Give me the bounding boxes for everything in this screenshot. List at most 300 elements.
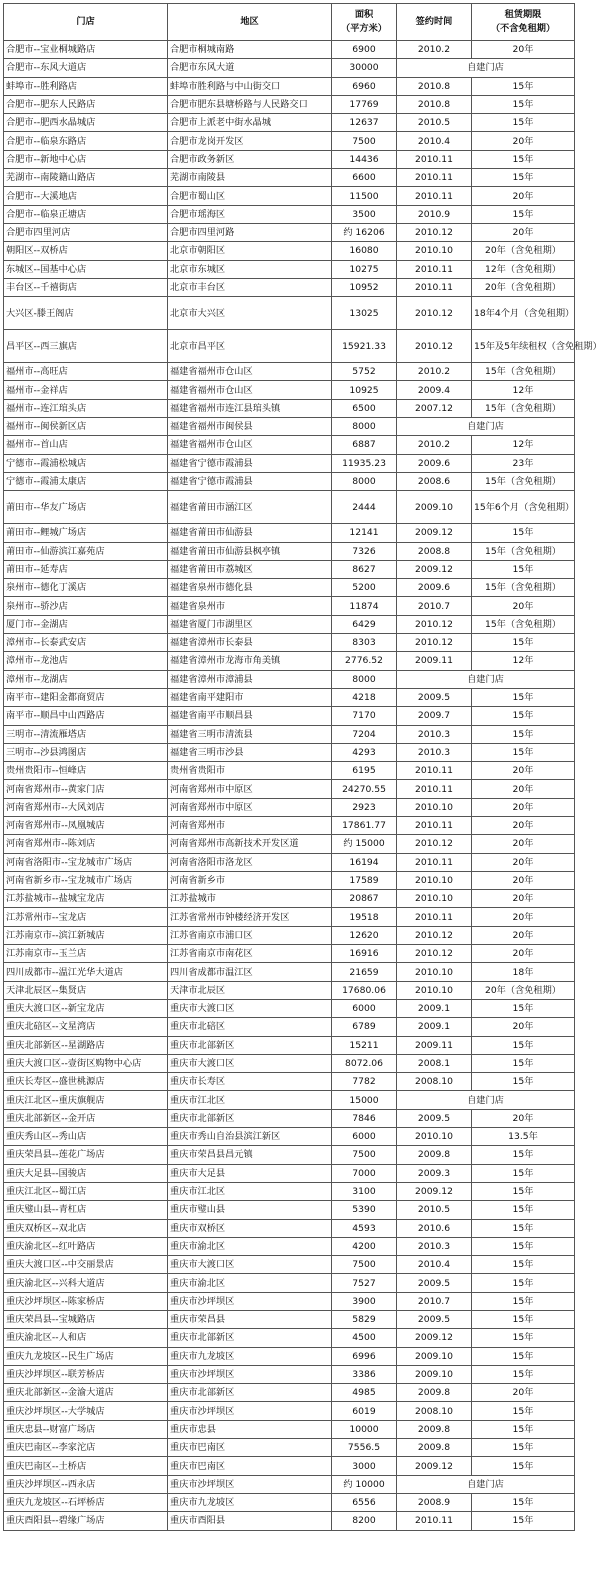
cell-store: 重庆九龙坡区--石坪桥店 — [4, 1493, 168, 1511]
cell-sign-date: 2010.9 — [397, 205, 472, 223]
cell-store: 莆田市--鲤城广场店 — [4, 524, 168, 542]
cell-region: 福建省南平市顺昌县 — [168, 707, 332, 725]
cell-lease-term: 15年 — [472, 169, 575, 187]
table-row — [4, 41, 575, 59]
cell-sign-date: 2010.11 — [397, 762, 472, 780]
cell-area: 5390 — [332, 1201, 397, 1219]
cell-area: 11874 — [332, 597, 397, 615]
cell-sign-date: 2010.5 — [397, 1201, 472, 1219]
cell-region: 重庆市北部新区 — [168, 1329, 332, 1347]
cell-area: 8303 — [332, 634, 397, 652]
cell-store: 江苏南京市--滨江新城店 — [4, 926, 168, 944]
cell-store: 宁德市--霞浦太康店 — [4, 472, 168, 490]
cell-store: 三明市--清流雁塔店 — [4, 725, 168, 743]
cell-area: 3100 — [332, 1182, 397, 1200]
cell-region: 重庆市酉阳县 — [168, 1512, 332, 1530]
cell-region: 福建省南平建阳市 — [168, 688, 332, 706]
cell-store: 重庆荣昌县--宝城路店 — [4, 1311, 168, 1329]
cell-sign-date: 2008.1 — [397, 1054, 472, 1072]
cell-region: 四川省成都市温江区 — [168, 963, 332, 981]
cell-lease-term: 15年 — [472, 1036, 575, 1054]
cell-region: 重庆市大渡口区 — [168, 1256, 332, 1274]
cell-region: 北京市丰台区 — [168, 278, 332, 296]
cell-lease-term: 15年（含免租期） — [472, 363, 575, 381]
cell-store: 重庆忠县--财富广场店 — [4, 1420, 168, 1438]
cell-area: 17680.06 — [332, 981, 397, 999]
table-row — [4, 1054, 575, 1072]
cell-store: 合肥市--临泉东路店 — [4, 132, 168, 150]
cell-store: 合肥市--临泉正塘店 — [4, 205, 168, 223]
cell-lease-term: 15年 — [472, 1073, 575, 1091]
cell-store: 重庆沙坪坝区--联芳桥店 — [4, 1365, 168, 1383]
cell-store: 河南省郑州市--凤凰城店 — [4, 816, 168, 834]
table-row — [4, 363, 575, 381]
cell-area: 8072.06 — [332, 1054, 397, 1072]
cell-lease-term: 15年 — [472, 114, 575, 132]
cell-store: 合肥市--肥西水晶城店 — [4, 114, 168, 132]
cell-store: 四川成都市--温江光华大道店 — [4, 963, 168, 981]
table-row — [4, 1402, 575, 1420]
cell-store: 河南省郑州市--陈刘店 — [4, 835, 168, 853]
table-row — [4, 1347, 575, 1365]
cell-sign-date: 2010.2 — [397, 41, 472, 59]
cell-area: 15211 — [332, 1036, 397, 1054]
cell-area: 5829 — [332, 1311, 397, 1329]
cell-store: 重庆北部新区--金渝大道店 — [4, 1384, 168, 1402]
table-row — [4, 871, 575, 889]
cell-lease-term: 15年 — [472, 1329, 575, 1347]
cell-region: 河南省新乡市 — [168, 871, 332, 889]
table-row — [4, 1512, 575, 1530]
cell-region: 福建省莆田市仙游县 — [168, 524, 332, 542]
table-row — [4, 187, 575, 205]
cell-sign-date: 2009.6 — [397, 454, 472, 472]
cell-region: 重庆市秀山自治县滨江新区 — [168, 1128, 332, 1146]
cell-area: 6195 — [332, 762, 397, 780]
cell-store: 朝阳区--双桥店 — [4, 242, 168, 260]
cell-store: 重庆北部新区--星湖路店 — [4, 1036, 168, 1054]
table-row — [4, 597, 575, 615]
cell-region: 芜湖市南陵县 — [168, 169, 332, 187]
cell-store: 重庆大渡口区--壹街区购物中心店 — [4, 1054, 168, 1072]
cell-sign-date: 2010.7 — [397, 597, 472, 615]
cell-region: 重庆市北部新区 — [168, 1036, 332, 1054]
cell-region: 重庆市荣昌县昌元镇 — [168, 1146, 332, 1164]
table-row — [4, 436, 575, 454]
cell-area: 5752 — [332, 363, 397, 381]
cell-region: 重庆市荣昌县 — [168, 1311, 332, 1329]
cell-area: 16080 — [332, 242, 397, 260]
cell-sign-date: 2009.12 — [397, 1329, 472, 1347]
cell-lease-term: 15年 — [472, 1201, 575, 1219]
cell-area: 7500 — [332, 1256, 397, 1274]
table-row — [4, 1201, 575, 1219]
cell-area: 17861.77 — [332, 816, 397, 834]
cell-lease-term: 12年 — [472, 652, 575, 670]
cell-self-built: 自建门店 — [397, 1091, 575, 1109]
table-row — [4, 926, 575, 944]
cell-store: 三明市--沙县鸿图店 — [4, 743, 168, 761]
table-row — [4, 1109, 575, 1127]
cell-region: 福建省漳州市漳浦县 — [168, 670, 332, 688]
cell-store: 重庆双桥区--双北店 — [4, 1219, 168, 1237]
cell-area: 6600 — [332, 169, 397, 187]
cell-region: 贵州省贵阳市 — [168, 762, 332, 780]
cell-region: 福建省福州市仓山区 — [168, 381, 332, 399]
cell-lease-term: 15年 — [472, 205, 575, 223]
cell-sign-date: 2010.3 — [397, 725, 472, 743]
cell-sign-date: 2009.1 — [397, 999, 472, 1017]
cell-sign-date: 2010.2 — [397, 363, 472, 381]
cell-region: 合肥市东风大道 — [168, 59, 332, 77]
cell-lease-term: 15年（含免租期） — [472, 399, 575, 417]
cell-area: 7527 — [332, 1274, 397, 1292]
cell-region: 合肥市蜀山区 — [168, 187, 332, 205]
cell-region: 重庆市江北区 — [168, 1091, 332, 1109]
table-row — [4, 1475, 575, 1493]
cell-sign-date: 2010.4 — [397, 132, 472, 150]
table-row — [4, 780, 575, 798]
cell-lease-term: 15年 — [472, 1420, 575, 1438]
cell-store: 福州市--闽侯新区店 — [4, 418, 168, 436]
cell-area: 3000 — [332, 1457, 397, 1475]
cell-sign-date: 2009.12 — [397, 1182, 472, 1200]
cell-region: 福建省漳州市长泰县 — [168, 634, 332, 652]
cell-area: 5200 — [332, 579, 397, 597]
table-row — [4, 762, 575, 780]
cell-region: 重庆市北部新区 — [168, 1109, 332, 1127]
cell-lease-term: 20年 — [472, 187, 575, 205]
cell-store: 福州市--连江琯头店 — [4, 399, 168, 417]
cell-sign-date: 2010.3 — [397, 743, 472, 761]
cell-region: 重庆市大足县 — [168, 1164, 332, 1182]
cell-store: 天津北辰区--集贤店 — [4, 981, 168, 999]
cell-lease-term: 20年（含免租期） — [472, 981, 575, 999]
cell-store: 河南省洛阳市--宝龙城市广场店 — [4, 853, 168, 871]
cell-sign-date: 2008.9 — [397, 1493, 472, 1511]
header-area: 面积 （平方米） — [332, 4, 397, 41]
cell-area: 21659 — [332, 963, 397, 981]
table-row — [4, 1365, 575, 1383]
table-row — [4, 1073, 575, 1091]
cell-lease-term: 15年（含免租期） — [472, 579, 575, 597]
cell-sign-date: 2009.4 — [397, 381, 472, 399]
table-row — [4, 707, 575, 725]
cell-lease-term: 15年 — [472, 1365, 575, 1383]
cell-store: 重庆江北区--重庆旗舰店 — [4, 1091, 168, 1109]
cell-region: 重庆市九龙坡区 — [168, 1347, 332, 1365]
cell-sign-date: 2010.11 — [397, 853, 472, 871]
cell-area: 6000 — [332, 999, 397, 1017]
table-row — [4, 59, 575, 77]
cell-lease-term: 12年 — [472, 381, 575, 399]
cell-region: 福建省泉州市德化县 — [168, 579, 332, 597]
cell-sign-date: 2009.8 — [397, 1439, 472, 1457]
table-row — [4, 150, 575, 168]
cell-store: 河南省郑州市--大风刘店 — [4, 798, 168, 816]
table-row — [4, 1182, 575, 1200]
cell-lease-term: 15年 — [472, 1182, 575, 1200]
table-row — [4, 114, 575, 132]
cell-lease-term: 20年 — [472, 853, 575, 871]
cell-lease-term: 15年 — [472, 1237, 575, 1255]
cell-area: 6556 — [332, 1493, 397, 1511]
cell-store: 福州市--高旺店 — [4, 363, 168, 381]
cell-lease-term: 20年 — [472, 890, 575, 908]
cell-sign-date: 2010.10 — [397, 871, 472, 889]
cell-sign-date: 2010.7 — [397, 1292, 472, 1310]
cell-area: 13025 — [332, 297, 397, 330]
cell-region: 河南省洛阳市洛龙区 — [168, 853, 332, 871]
cell-region: 福建省宁德市霞浦县 — [168, 472, 332, 490]
cell-store: 丰台区--千禧街店 — [4, 278, 168, 296]
table-row — [4, 853, 575, 871]
cell-lease-term: 18年4个月（含免租期） — [472, 297, 575, 330]
cell-sign-date: 2010.4 — [397, 1256, 472, 1274]
cell-region: 江苏省南京市南花区 — [168, 945, 332, 963]
cell-store: 合肥市--大溪地店 — [4, 187, 168, 205]
cell-lease-term: 15年 — [472, 1256, 575, 1274]
cell-store: 重庆大渡口区--新宝龙店 — [4, 999, 168, 1017]
cell-region: 重庆市九龙坡区 — [168, 1493, 332, 1511]
cell-lease-term: 15年 — [472, 1402, 575, 1420]
cell-area: 7782 — [332, 1073, 397, 1091]
cell-lease-term: 13.5年 — [472, 1128, 575, 1146]
cell-area: 7000 — [332, 1164, 397, 1182]
cell-region: 天津市北辰区 — [168, 981, 332, 999]
cell-region: 重庆市沙坪坝区 — [168, 1292, 332, 1310]
table-row — [4, 743, 575, 761]
cell-lease-term: 23年 — [472, 454, 575, 472]
cell-lease-term: 15年 — [472, 1512, 575, 1530]
cell-region: 合肥市四里河路 — [168, 223, 332, 241]
cell-sign-date: 2010.11 — [397, 187, 472, 205]
cell-area: 14436 — [332, 150, 397, 168]
cell-lease-term: 20年 — [472, 816, 575, 834]
cell-lease-term: 20年（含免租期） — [472, 242, 575, 260]
cell-area: 4200 — [332, 1237, 397, 1255]
cell-lease-term: 15年 — [472, 1347, 575, 1365]
cell-store: 重庆渝北区--兴科大道店 — [4, 1274, 168, 1292]
cell-sign-date: 2010.12 — [397, 223, 472, 241]
table-row — [4, 1457, 575, 1475]
cell-store: 厦门市--金湖店 — [4, 615, 168, 633]
cell-sign-date: 2010.10 — [397, 981, 472, 999]
cell-region: 重庆市大渡口区 — [168, 999, 332, 1017]
cell-area: 6789 — [332, 1018, 397, 1036]
cell-region: 福建省莆田市仙游县枫亭镇 — [168, 542, 332, 560]
cell-sign-date: 2009.12 — [397, 524, 472, 542]
table-row — [4, 798, 575, 816]
cell-sign-date: 2009.7 — [397, 707, 472, 725]
cell-store: 芜湖市--南陵籍山路店 — [4, 169, 168, 187]
cell-sign-date: 2009.5 — [397, 1109, 472, 1127]
cell-lease-term: 20年 — [472, 908, 575, 926]
cell-lease-term: 15年 — [472, 1457, 575, 1475]
cell-area: 16916 — [332, 945, 397, 963]
cell-sign-date: 2008.10 — [397, 1073, 472, 1091]
cell-sign-date: 2009.5 — [397, 1311, 472, 1329]
cell-lease-term: 15年 — [472, 1311, 575, 1329]
cell-store: 重庆沙坪坝区--陈家桥店 — [4, 1292, 168, 1310]
cell-sign-date: 2010.10 — [397, 890, 472, 908]
cell-region: 重庆市沙坪坝区 — [168, 1402, 332, 1420]
cell-store: 泉州市--骄沙店 — [4, 597, 168, 615]
cell-area: 8627 — [332, 560, 397, 578]
cell-lease-term: 15年 — [472, 1164, 575, 1182]
cell-lease-term: 15年（含免租期） — [472, 472, 575, 490]
cell-region: 福建省厦门市湖里区 — [168, 615, 332, 633]
cell-region: 合肥市瑶海区 — [168, 205, 332, 223]
table-row — [4, 835, 575, 853]
table-row — [4, 816, 575, 834]
table-row — [4, 1219, 575, 1237]
cell-lease-term: 15年 — [472, 1493, 575, 1511]
cell-area: 6887 — [332, 436, 397, 454]
cell-store: 宁德市--霞浦松城店 — [4, 454, 168, 472]
cell-store: 合肥市--东风大道店 — [4, 59, 168, 77]
table-body — [4, 41, 602, 1531]
cell-sign-date: 2009.10 — [397, 491, 472, 524]
table-row — [4, 1311, 575, 1329]
table-row — [4, 95, 575, 113]
header-sign-date: 签约时间 — [397, 4, 472, 41]
cell-region: 合肥市肥东县塘桥路与人民路交口 — [168, 95, 332, 113]
table-row — [4, 688, 575, 706]
cell-area: 15921.33 — [332, 330, 397, 363]
cell-sign-date: 2010.12 — [397, 615, 472, 633]
cell-lease-term: 20年 — [472, 1109, 575, 1127]
cell-area: 约 15000 — [332, 835, 397, 853]
cell-area: 8000 — [332, 670, 397, 688]
cell-sign-date: 2009.8 — [397, 1384, 472, 1402]
cell-area: 4500 — [332, 1329, 397, 1347]
table-row — [4, 890, 575, 908]
cell-region: 河南省郑州市高新技术开发区道 — [168, 835, 332, 853]
table-row — [4, 725, 575, 743]
cell-area: 6996 — [332, 1347, 397, 1365]
cell-region: 福建省福州市仓山区 — [168, 363, 332, 381]
cell-store: 贵州贵阳市--恒峰店 — [4, 762, 168, 780]
table-row — [4, 1292, 575, 1310]
cell-store: 泉州市--德化丁溪店 — [4, 579, 168, 597]
cell-store: 莆田市--延寿店 — [4, 560, 168, 578]
cell-store: 重庆长寿区--盛世桃源店 — [4, 1073, 168, 1091]
cell-lease-term: 12年 — [472, 436, 575, 454]
cell-area: 8000 — [332, 472, 397, 490]
cell-lease-term: 20年 — [472, 1384, 575, 1402]
cell-lease-term: 20年 — [472, 41, 575, 59]
cell-store: 重庆巴南区--土桥店 — [4, 1457, 168, 1475]
cell-store: 江苏南京市--玉兰店 — [4, 945, 168, 963]
cell-area: 约 10000 — [332, 1475, 397, 1493]
table-row — [4, 670, 575, 688]
table-row — [4, 399, 575, 417]
cell-region: 福建省漳州市龙海市角美镇 — [168, 652, 332, 670]
cell-region: 福建省福州市连江县琯头镇 — [168, 399, 332, 417]
cell-area: 7170 — [332, 707, 397, 725]
cell-region: 重庆市长寿区 — [168, 1073, 332, 1091]
cell-region: 福建省泉州市 — [168, 597, 332, 615]
table-row — [4, 945, 575, 963]
cell-sign-date: 2010.10 — [397, 963, 472, 981]
cell-lease-term: 15年 — [472, 634, 575, 652]
cell-sign-date: 2009.12 — [397, 1457, 472, 1475]
cell-sign-date: 2009.12 — [397, 560, 472, 578]
cell-region: 江苏省南京市浦口区 — [168, 926, 332, 944]
table-header-row — [4, 4, 575, 41]
cell-region: 重庆市巴南区 — [168, 1457, 332, 1475]
cell-region: 北京市东城区 — [168, 260, 332, 278]
cell-store: 东城区--国基中心店 — [4, 260, 168, 278]
cell-self-built: 自建门店 — [397, 1475, 575, 1493]
cell-region: 北京市大兴区 — [168, 297, 332, 330]
cell-store: 昌平区--西三旗店 — [4, 330, 168, 363]
cell-region: 重庆市北碚区 — [168, 1018, 332, 1036]
cell-lease-term: 15年 — [472, 725, 575, 743]
cell-sign-date: 2009.8 — [397, 1420, 472, 1438]
table-row — [4, 454, 575, 472]
cell-region: 福建省三明市清流县 — [168, 725, 332, 743]
cell-area: 17769 — [332, 95, 397, 113]
header-lease-term: 租赁期限 （不含免租期） — [472, 4, 575, 41]
cell-region: 福建省宁德市霞浦县 — [168, 454, 332, 472]
cell-store: 漳州市--长泰武安店 — [4, 634, 168, 652]
cell-region: 重庆市忠县 — [168, 1420, 332, 1438]
cell-area: 8200 — [332, 1512, 397, 1530]
cell-store: 重庆秀山区--秀山店 — [4, 1128, 168, 1146]
cell-region: 重庆市渝北区 — [168, 1237, 332, 1255]
cell-lease-term: 20年 — [472, 835, 575, 853]
cell-lease-term: 15年 — [472, 95, 575, 113]
table-row — [4, 1274, 575, 1292]
cell-lease-term: 20年 — [472, 945, 575, 963]
cell-sign-date: 2010.11 — [397, 908, 472, 926]
cell-lease-term: 15年 — [472, 1054, 575, 1072]
table-row — [4, 652, 575, 670]
cell-store: 重庆渝北区--人和店 — [4, 1329, 168, 1347]
cell-lease-term: 15年（含免租期） — [472, 615, 575, 633]
header-store: 门店 — [4, 4, 168, 41]
cell-store: 合肥市--宝业桐城路店 — [4, 41, 168, 59]
table-row — [4, 1091, 575, 1109]
cell-area: 16194 — [332, 853, 397, 871]
cell-sign-date: 2007.12 — [397, 399, 472, 417]
cell-store: 重庆渝北区--红叶路店 — [4, 1237, 168, 1255]
cell-area: 2923 — [332, 798, 397, 816]
cell-sign-date: 2010.5 — [397, 114, 472, 132]
cell-sign-date: 2008.8 — [397, 542, 472, 560]
table-row — [4, 634, 575, 652]
cell-area: 4593 — [332, 1219, 397, 1237]
cell-store: 南平市--建阳金都商贸店 — [4, 688, 168, 706]
cell-sign-date: 2010.11 — [397, 816, 472, 834]
cell-store: 莆田市--仙游滨江嘉苑店 — [4, 542, 168, 560]
cell-area: 6019 — [332, 1402, 397, 1420]
cell-lease-term: 15年 — [472, 743, 575, 761]
table-row — [4, 1329, 575, 1347]
cell-sign-date: 2009.5 — [397, 1274, 472, 1292]
cell-sign-date: 2008.6 — [397, 472, 472, 490]
cell-lease-term: 20年 — [472, 926, 575, 944]
cell-lease-term: 15年 — [472, 524, 575, 542]
cell-region: 重庆市大渡口区 — [168, 1054, 332, 1072]
cell-store: 重庆九龙坡区--民生广场店 — [4, 1347, 168, 1365]
table-row — [4, 169, 575, 187]
table-row — [4, 999, 575, 1017]
cell-region: 重庆市沙坪坝区 — [168, 1475, 332, 1493]
cell-area: 10925 — [332, 381, 397, 399]
